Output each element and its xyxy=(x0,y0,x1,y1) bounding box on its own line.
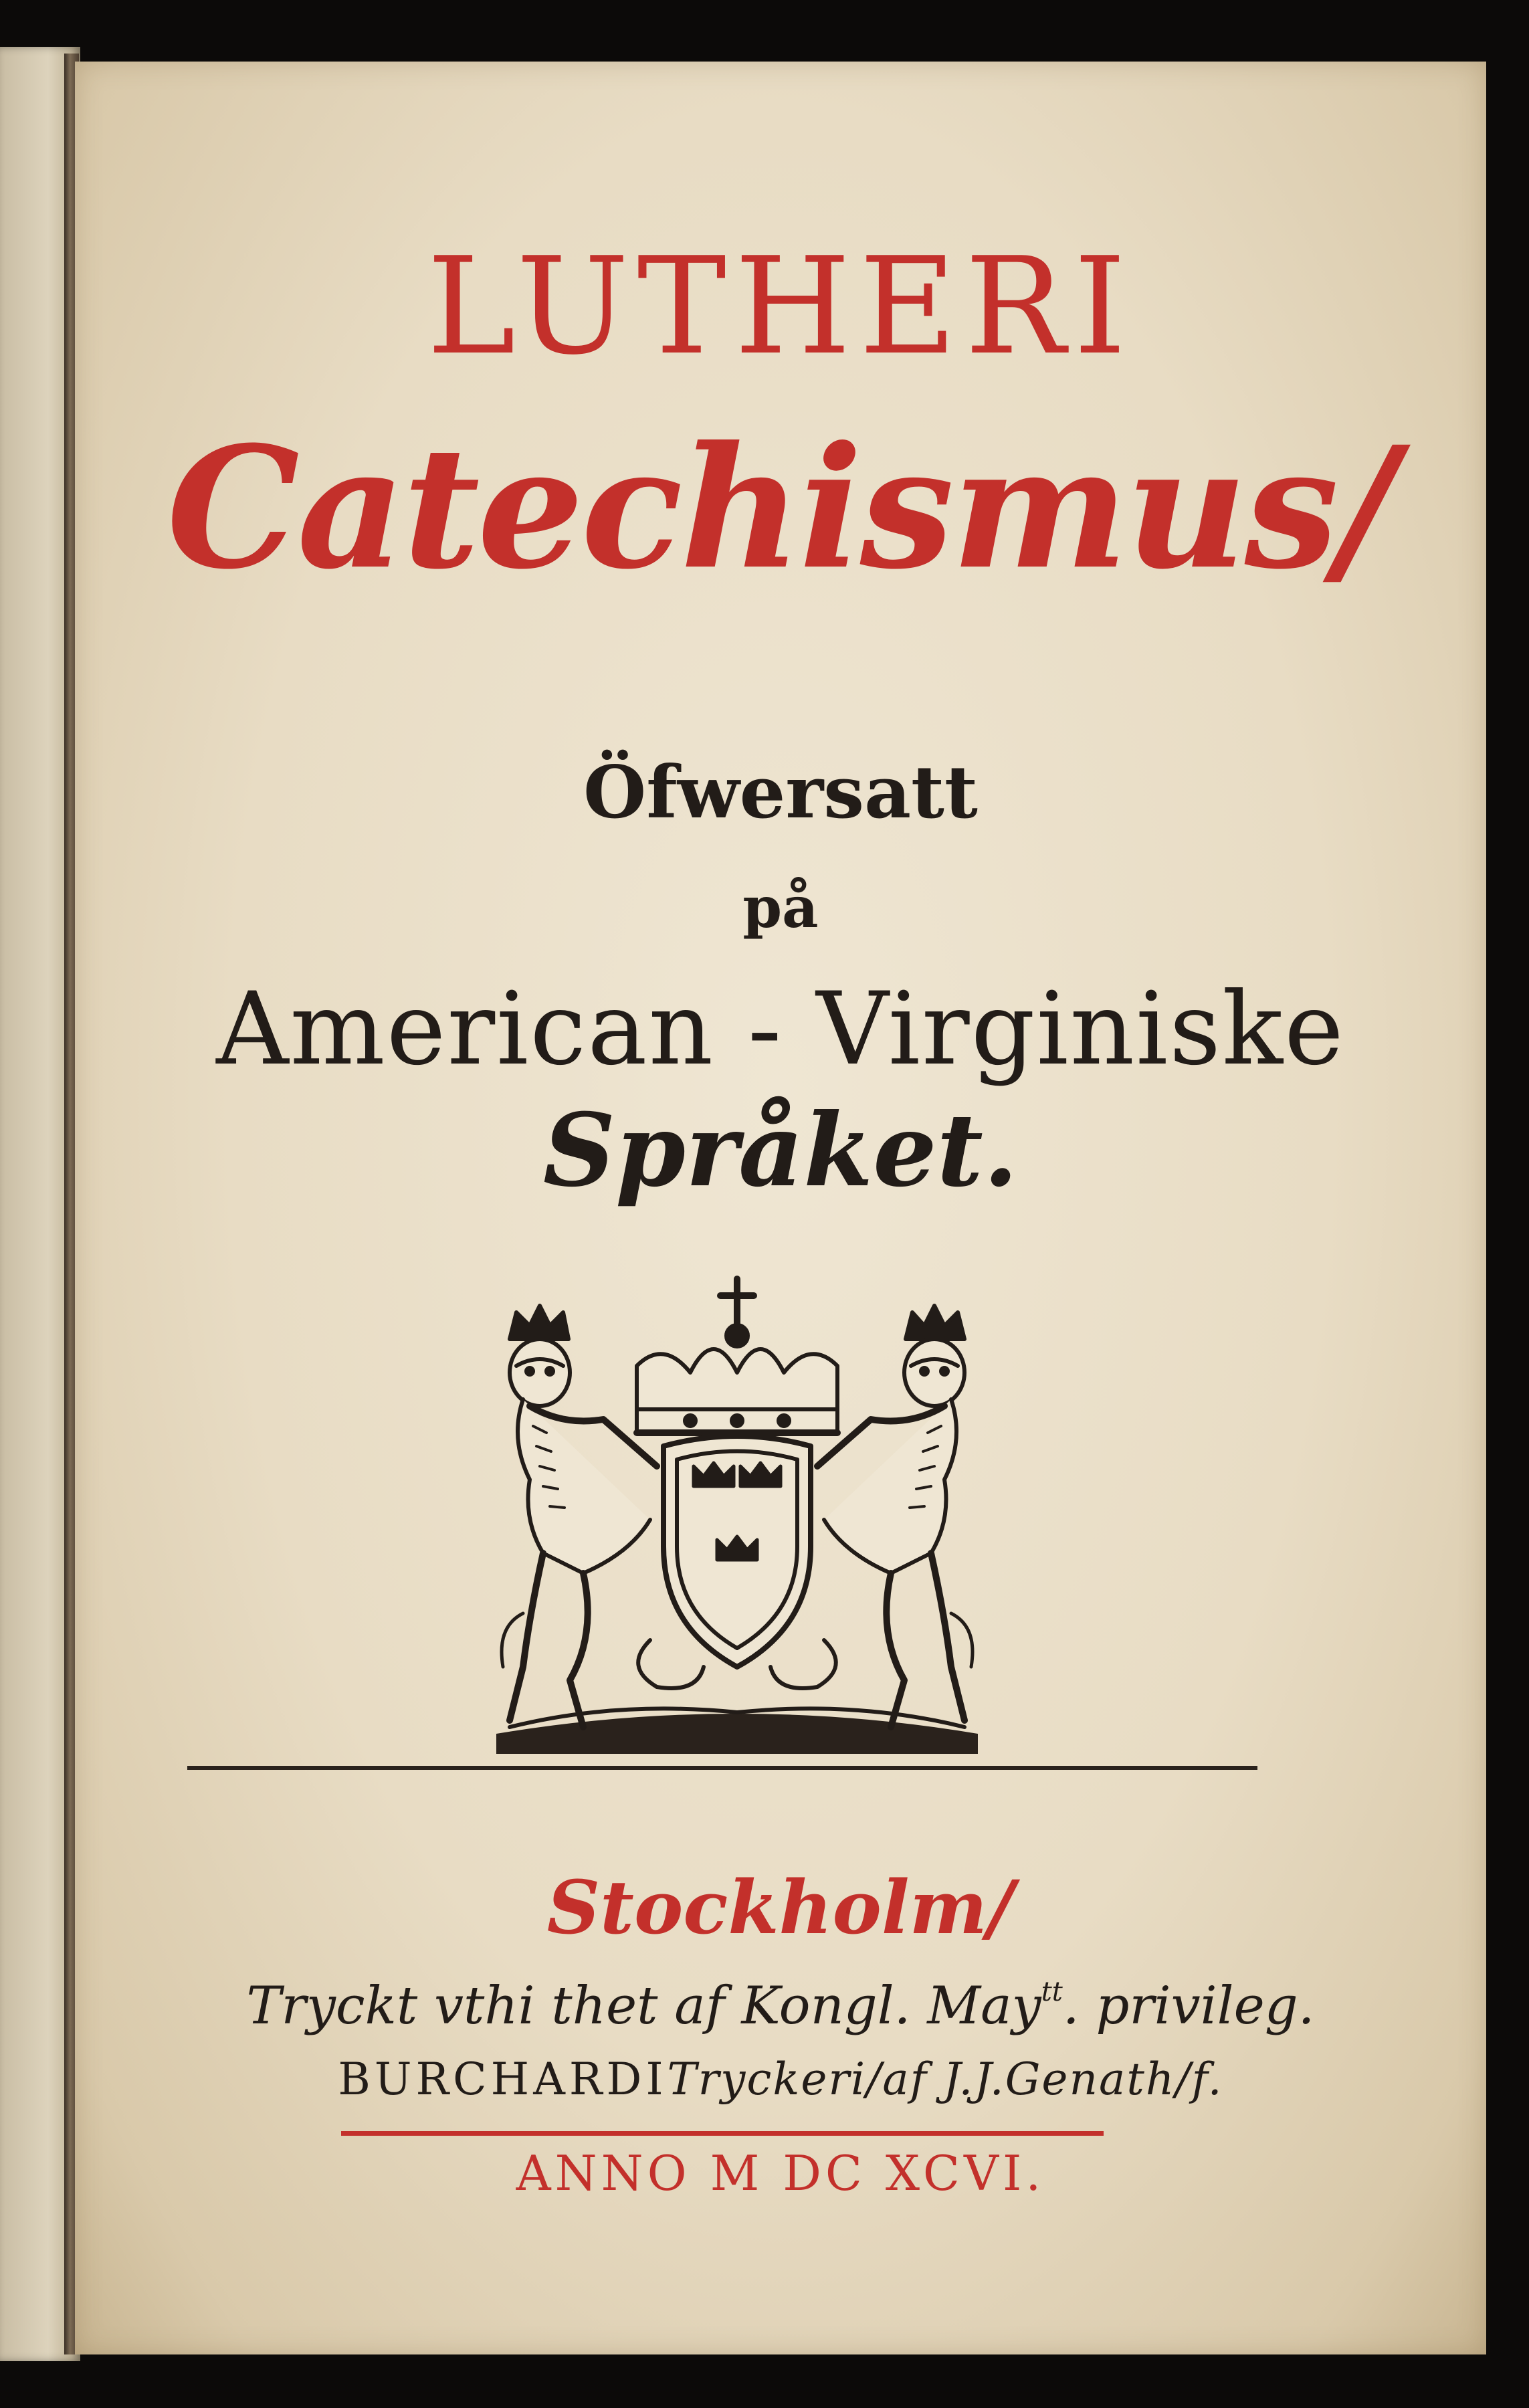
printer-privilege-line xyxy=(75,1976,1486,2036)
imprint-year: ANNO M DC XCVI. xyxy=(516,2145,1045,2201)
translated-line: Öfwersatt xyxy=(583,750,978,835)
imprint-city: Stockholm/ xyxy=(546,1864,1015,1950)
language-line: American - Virginiske xyxy=(216,971,1345,1088)
work-title: Catechismus/ xyxy=(167,409,1395,606)
language-word: Språket. xyxy=(542,1092,1019,1209)
press-line xyxy=(75,2053,1486,2105)
printer-line-text: Tryckt vthi thet af Kongl. May xyxy=(246,1976,1041,2036)
royal-coat-of-arms-emblem xyxy=(483,1266,991,1761)
press-name-rest: Tryckeri/af J.J.Genath/f. xyxy=(667,2053,1223,2105)
printer-line-superscript: tt xyxy=(1041,1977,1063,2007)
author-heading: LUTHERI xyxy=(427,229,1134,385)
title-page xyxy=(75,62,1486,2354)
preposition-line: på xyxy=(742,874,819,940)
black-divider-rule xyxy=(187,1766,1257,1770)
press-name-caps: BURCHARDI xyxy=(338,2053,668,2105)
red-divider-rule xyxy=(341,2131,1104,2136)
printer-line-end: . privileg. xyxy=(1062,1976,1315,2036)
